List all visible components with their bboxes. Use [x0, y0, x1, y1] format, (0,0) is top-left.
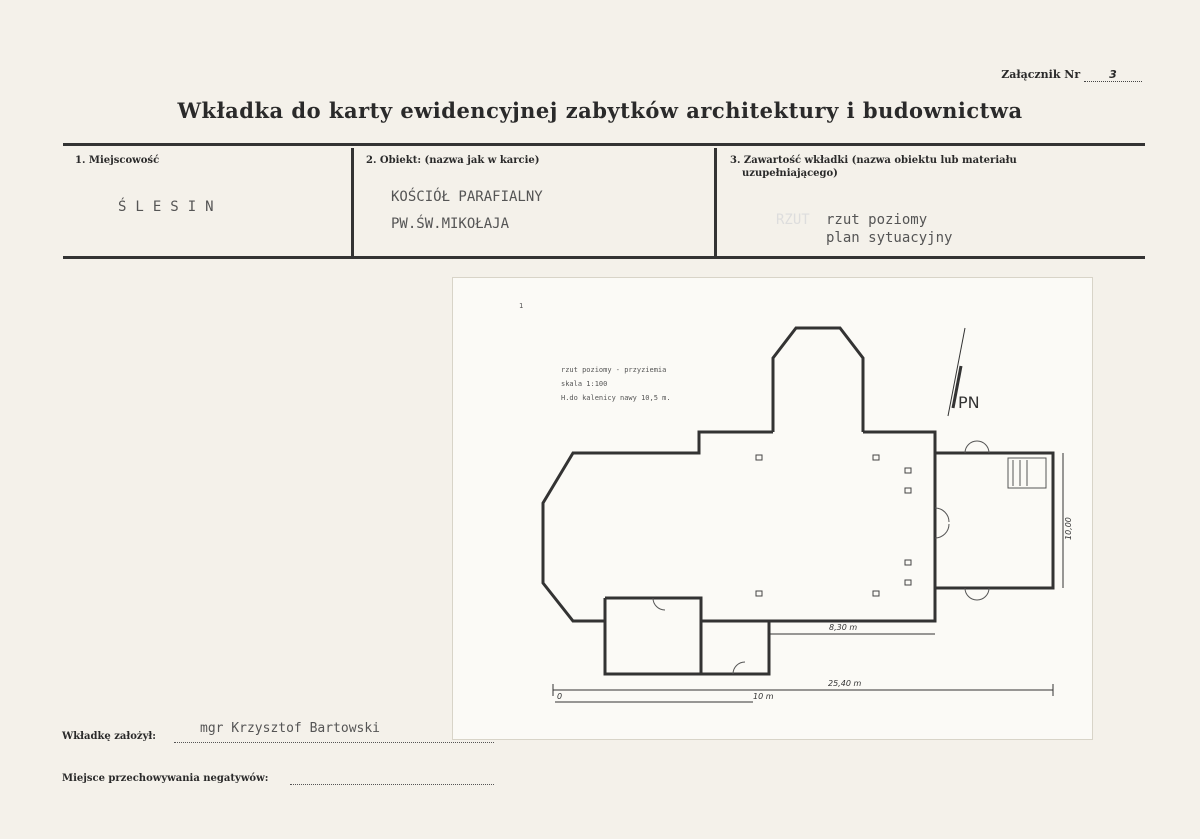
contents-label-2: uzupełniającego)	[742, 168, 838, 179]
pillar	[905, 580, 911, 585]
north-label: PN	[958, 393, 980, 412]
dimension-1000: 10,00	[1064, 517, 1073, 540]
attachment-value: 3	[1084, 68, 1142, 82]
pillar	[873, 455, 879, 460]
header-bottom-rule	[63, 256, 1145, 259]
door-swing	[935, 524, 949, 538]
nave-wall-east	[605, 432, 935, 621]
locality-value: ŚLESIN	[118, 199, 223, 215]
door-swing	[733, 662, 745, 674]
object-line-1: KOŚCIÓŁ PARAFIALNY	[391, 189, 543, 205]
contents-line-1: rzut poziomy	[826, 212, 928, 228]
note-line-3: H.do kalenicy nawy 10,5 m.	[561, 394, 671, 402]
column-divider-1	[351, 148, 354, 258]
pillar	[756, 591, 762, 596]
contents-struck-word: RZUT	[776, 212, 810, 228]
dimension-830: 8,30 m	[829, 623, 858, 632]
door-swing	[965, 588, 977, 600]
object-line-2: PW.ŚW.MIKOŁAJA	[391, 216, 510, 232]
door-swing	[977, 588, 989, 600]
scale-ten: 10 m	[753, 692, 774, 701]
attachment-number	[1001, 68, 1142, 82]
sheet-mark: 1	[519, 302, 524, 310]
floor-plan-svg	[453, 278, 1092, 739]
scale-zero: 0	[557, 692, 563, 701]
object-label: 2. Obiekt: (nazwa jak w karcie)	[366, 155, 540, 166]
pillar	[756, 455, 762, 460]
dimension-2540: 25,40 m	[828, 679, 862, 688]
page-title: Wkładka do karty ewidencyjnej zabytków architektury i budownictwa	[177, 98, 1023, 123]
contents-label-1: 3. Zawartość wkładki (nazwa obiektu lub materiału	[730, 155, 1017, 166]
note-line-1: rzut poziomy - przyziemia	[561, 366, 667, 374]
header-top-rule	[63, 143, 1145, 146]
note-line-2: skala 1:100	[561, 380, 608, 388]
door-swing	[965, 441, 977, 453]
author-value: mgr Krzysztof Bartowski	[200, 721, 381, 736]
pillar	[873, 591, 879, 596]
pillar	[905, 560, 911, 565]
negatives-dotted-line	[290, 772, 494, 785]
locality-label: 1. Miejscowość	[75, 155, 160, 166]
attachment-label: Załącznik Nr	[1001, 68, 1081, 81]
nave-wall-west	[543, 432, 773, 621]
pillar	[905, 488, 911, 493]
sacristy-wall	[605, 598, 701, 674]
negatives-label: Miejsce przechowywania negatywów:	[62, 773, 269, 784]
annex-wall	[701, 621, 769, 674]
door-swing	[977, 441, 989, 453]
column-divider-2	[714, 148, 717, 258]
door-swing	[935, 508, 949, 522]
door-swing	[653, 598, 665, 610]
author-label: Wkładkę założył:	[62, 731, 156, 742]
porch-wall	[935, 453, 1053, 588]
contents-line-2: plan sytuacyjny	[826, 230, 953, 246]
apse-wall	[773, 328, 863, 432]
pillar	[905, 468, 911, 473]
floor-plan-drawing	[452, 277, 1093, 740]
